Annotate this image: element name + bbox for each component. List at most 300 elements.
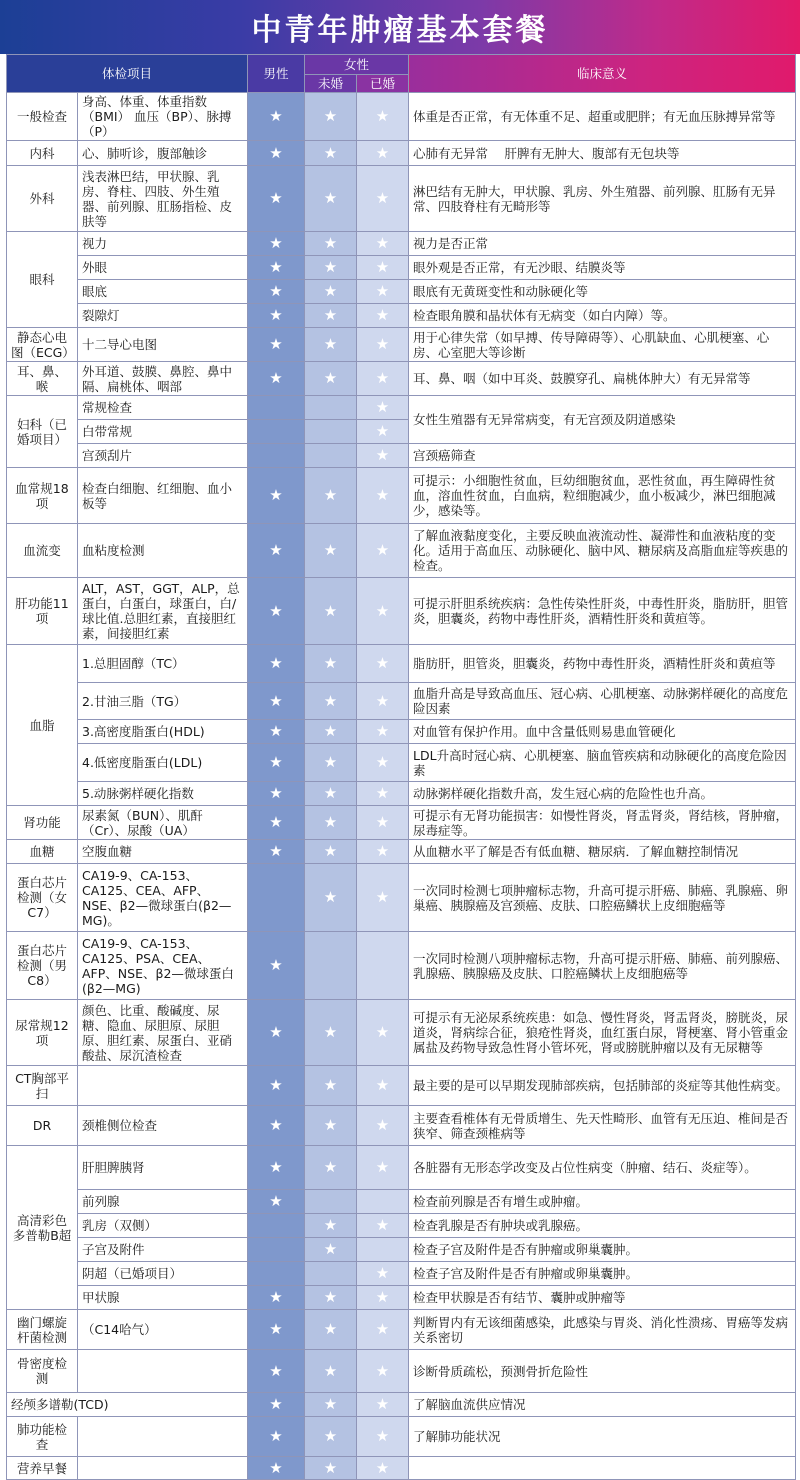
star-icon: ★: [375, 1158, 390, 1176]
row-meaning: 判断胃内有无该细菌感染，此感染与胃炎、消化性溃疡、胃癌等发病关系密切: [409, 1310, 796, 1350]
row-category: 蛋白芯片检测（女C7）: [7, 864, 78, 932]
table-row: [7, 524, 796, 578]
table-row: [7, 1393, 796, 1417]
unmarried-mark: [305, 444, 357, 468]
married-mark: [357, 141, 409, 166]
header-married: 已婚: [357, 75, 409, 93]
star-icon: ★: [375, 143, 390, 162]
star-icon: ★: [323, 813, 338, 831]
row-meaning: [409, 1457, 796, 1480]
row-meaning: 检查乳腺是否有肿块或乳腺癌。: [409, 1214, 796, 1238]
row-category: 肾功能: [7, 806, 78, 840]
unmarried-mark: [305, 524, 357, 578]
married-mark: [357, 444, 409, 468]
star-icon: ★: [375, 446, 390, 464]
star-icon: ★: [323, 1116, 338, 1134]
married-mark: [357, 1106, 409, 1146]
married-mark: [357, 1286, 409, 1310]
married-mark: [357, 1190, 409, 1214]
star-icon: ★: [269, 813, 283, 831]
star-icon: ★: [375, 1427, 390, 1445]
unmarried-mark: [305, 1350, 357, 1393]
star-icon: ★: [323, 282, 338, 300]
male-mark: [248, 141, 305, 166]
male-mark: [248, 806, 305, 840]
table-row: [7, 280, 796, 304]
table-row: [7, 1417, 796, 1457]
star-icon: ★: [375, 784, 390, 802]
married-mark: [357, 1066, 409, 1106]
row-item: 1.总胆固醇（TC）: [78, 645, 248, 683]
star-icon: ★: [323, 1158, 338, 1176]
star-icon: ★: [269, 753, 283, 771]
star-icon: ★: [375, 654, 390, 672]
star-icon: ★: [323, 107, 338, 125]
star-icon: ★: [269, 541, 283, 559]
star-icon: ★: [323, 541, 338, 559]
star-icon: ★: [269, 1023, 283, 1041]
star-icon: ★: [375, 1361, 390, 1380]
male-mark: [248, 720, 305, 744]
row-category: 经颅多谱勒(TCD): [7, 1393, 248, 1417]
star-icon: ★: [375, 813, 390, 831]
male-mark: [248, 1262, 305, 1286]
star-icon: ★: [375, 107, 390, 125]
row-item: [78, 1457, 248, 1480]
star-icon: ★: [375, 282, 390, 300]
table-row: [7, 444, 796, 468]
unmarried-mark: [305, 1000, 357, 1066]
row-meaning: LDL升高时冠心病、心肌梗塞、脑血管疾病和动脉硬化的高度危险因素: [409, 744, 796, 782]
married-mark: [357, 93, 409, 141]
row-meaning: 淋巴结有无肿大，甲状腺、乳房、外生殖器、前列腺、肛肠有无异常、四肢脊柱有无畸形等: [409, 166, 796, 232]
row-category: 营养早餐: [7, 1457, 78, 1480]
row-item: CA19-9、CA-153、CA125、CEA、AFP、NSE、β2—微球蛋白(β2—MG)。: [78, 864, 248, 932]
row-meaning: 可提示：小细胞性贫血，巨幼细胞贫血，恶性贫血，再生障碍性贫血，溶血性贫血，白血病，粒细胞减少，血小板减少，淋巴细胞减少，感染等。: [409, 468, 796, 524]
male-mark: [248, 782, 305, 806]
row-item: 视力: [78, 232, 248, 256]
star-icon: ★: [323, 784, 338, 802]
married-mark: [357, 744, 409, 782]
male-mark: [248, 1286, 305, 1310]
star-icon: ★: [269, 842, 283, 860]
star-icon: ★: [375, 842, 390, 860]
male-mark: [248, 1238, 305, 1262]
male-mark: [248, 304, 305, 328]
star-icon: ★: [269, 722, 283, 740]
row-item: 十二导心电图: [78, 328, 248, 362]
row-item: 外眼: [78, 256, 248, 280]
married-mark: [357, 1310, 409, 1350]
male-mark: [248, 744, 305, 782]
male-mark: [248, 396, 305, 420]
star-icon: ★: [375, 601, 390, 620]
unmarried-mark: [305, 578, 357, 645]
star-icon: ★: [375, 1023, 390, 1041]
unmarried-mark: [305, 1310, 357, 1350]
header-unmarried: 未婚: [305, 75, 357, 93]
table-row: [7, 328, 796, 362]
married-mark: [357, 280, 409, 304]
unmarried-mark: [305, 420, 357, 444]
row-meaning: 用于心律失常（如早搏、传导障碍等）、心肌缺血、心肌梗塞、心房、心室肥大等诊断: [409, 328, 796, 362]
row-item: 阴超（已婚项目）: [78, 1262, 248, 1286]
row-meaning: 检查前列腺是否有增生或肿瘤。: [409, 1190, 796, 1214]
unmarried-mark: [305, 468, 357, 524]
married-mark: [357, 1214, 409, 1238]
star-icon: ★: [269, 107, 283, 125]
married-mark: [357, 1262, 409, 1286]
unmarried-mark: [305, 1417, 357, 1457]
star-icon: ★: [375, 888, 390, 906]
row-category: 眼科: [7, 232, 78, 328]
star-icon: ★: [323, 486, 338, 504]
married-mark: [357, 304, 409, 328]
star-icon: ★: [269, 1288, 283, 1306]
table-row: [7, 141, 796, 166]
unmarried-mark: [305, 396, 357, 420]
row-item: 颜色、比重、酸碱度、尿糖、隐血、尿胆原、尿胆原、胆红素、尿蛋白、亚硝酸盐、尿沉渣检查: [78, 1000, 248, 1066]
married-mark: [357, 864, 409, 932]
married-mark: [357, 782, 409, 806]
star-icon: ★: [269, 282, 283, 300]
row-meaning: 女性生殖器有无异常病变，有无宫颈及阴道感染: [409, 396, 796, 444]
row-meaning: 血脂升高是导致高血压、冠心病、心肌梗塞、动脉粥样硬化的高度危险因素: [409, 683, 796, 720]
table-row: [7, 1146, 796, 1190]
row-meaning: 眼外观是否正常，有无沙眼、结膜炎等: [409, 256, 796, 280]
star-icon: ★: [375, 1216, 390, 1234]
table-row: [7, 720, 796, 744]
row-item: 白带常规: [78, 420, 248, 444]
row-meaning: 动脉粥样硬化指数升高，发生冠心病的危险性也升高。: [409, 782, 796, 806]
table-row: [7, 806, 796, 840]
star-icon: ★: [375, 234, 390, 252]
married-mark: [357, 806, 409, 840]
male-mark: [248, 1066, 305, 1106]
row-category: 外科: [7, 166, 78, 232]
star-icon: ★: [323, 306, 338, 324]
table-row: [7, 256, 796, 280]
row-meaning: 检查子宫及附件是否有肿瘤或卵巢囊肿。: [409, 1238, 796, 1262]
table-row: [7, 232, 796, 256]
table-row: [7, 468, 796, 524]
row-item: 子宫及附件: [78, 1238, 248, 1262]
table-body: [7, 93, 796, 1480]
row-category: 妇科（已婚项目）: [7, 396, 78, 468]
star-icon: ★: [375, 1395, 390, 1413]
male-mark: [248, 1393, 305, 1417]
table-row: [7, 1262, 796, 1286]
star-icon: ★: [269, 234, 283, 252]
married-mark: [357, 166, 409, 232]
row-category: 内科: [7, 141, 78, 166]
male-mark: [248, 444, 305, 468]
table-row: [7, 578, 796, 645]
star-icon: ★: [375, 1458, 390, 1477]
row-item: 血粘度检测: [78, 524, 248, 578]
star-icon: ★: [323, 234, 338, 252]
row-category: 蛋白芯片检测（男C8）: [7, 932, 78, 1000]
male-mark: [248, 1310, 305, 1350]
male-mark: [248, 1146, 305, 1190]
star-icon: ★: [375, 1264, 390, 1282]
row-meaning: 眼底有无黄斑变性和动脉硬化等: [409, 280, 796, 304]
star-icon: ★: [323, 1361, 338, 1380]
star-icon: ★: [269, 1076, 283, 1094]
star-icon: ★: [269, 1320, 283, 1338]
unmarried-mark: [305, 280, 357, 304]
row-item: [78, 1066, 248, 1106]
row-meaning: 最主要的是可以早期发现肺部疾病，包括肺部的炎症等其他性病变。: [409, 1066, 796, 1106]
male-mark: [248, 362, 305, 396]
unmarried-mark: [305, 806, 357, 840]
married-mark: [357, 1457, 409, 1480]
row-meaning: 各脏器有无形态学改变及占位性病变（肿瘤、结石、炎症等）。: [409, 1146, 796, 1190]
male-mark: [248, 1457, 305, 1480]
row-meaning: 主要查看椎体有无骨质增生、先天性畸形、血管有无压迫、椎间是否狭窄、筛查颈椎病等: [409, 1106, 796, 1146]
row-meaning: 了解脑血流供应情况: [409, 1393, 796, 1417]
table-row: [7, 932, 796, 1000]
unmarried-mark: [305, 362, 357, 396]
unmarried-mark: [305, 932, 357, 1000]
checkup-table: [6, 54, 796, 1480]
star-icon: ★: [323, 1458, 338, 1477]
male-mark: [248, 645, 305, 683]
star-icon: ★: [323, 888, 338, 906]
row-item: CA19-9、CA-153、CA125、PSA、CEA、AFP、NSE、β2—微球蛋白(β2—MG): [78, 932, 248, 1000]
male-mark: [248, 166, 305, 232]
row-item: 身高、体重、体重指数（BMI） 血压（BP）、脉搏（P）: [78, 93, 248, 141]
star-icon: ★: [375, 258, 390, 276]
star-icon: ★: [269, 691, 283, 710]
table-row: [7, 1286, 796, 1310]
row-category: 肺功能检查: [7, 1417, 78, 1457]
unmarried-mark: [305, 744, 357, 782]
row-meaning: 诊断骨质疏松，预测骨折危险性: [409, 1350, 796, 1393]
row-item: 检查白细胞、红细胞、血小板等: [78, 468, 248, 524]
male-mark: [248, 578, 305, 645]
star-icon: ★: [269, 1395, 283, 1413]
unmarried-mark: [305, 304, 357, 328]
star-icon: ★: [323, 1288, 338, 1306]
star-icon: ★: [269, 486, 283, 504]
table-row: [7, 1000, 796, 1066]
table-row: [7, 744, 796, 782]
row-category: 尿常规12项: [7, 1000, 78, 1066]
row-item: [78, 1417, 248, 1457]
header-item: 体检项目: [7, 55, 248, 93]
star-icon: ★: [269, 1361, 283, 1380]
star-icon: ★: [323, 1240, 338, 1258]
star-icon: ★: [323, 369, 338, 387]
table-row: [7, 396, 796, 420]
star-icon: ★: [269, 1192, 283, 1210]
star-icon: ★: [375, 335, 390, 353]
unmarried-mark: [305, 720, 357, 744]
row-category: 骨密度检测: [7, 1350, 78, 1393]
unmarried-mark: [305, 93, 357, 141]
star-icon: ★: [375, 753, 390, 771]
table-row: [7, 362, 796, 396]
row-item: 甲状腺: [78, 1286, 248, 1310]
table-row: [7, 304, 796, 328]
star-icon: ★: [375, 541, 390, 559]
row-category: 肝功能11项: [7, 578, 78, 645]
unmarried-mark: [305, 141, 357, 166]
row-meaning: 宫颈癌筛查: [409, 444, 796, 468]
table-row: [7, 645, 796, 683]
row-item: 常规检查: [78, 396, 248, 420]
star-icon: ★: [269, 1158, 283, 1176]
male-mark: [248, 1214, 305, 1238]
table-row: [7, 1238, 796, 1262]
married-mark: [357, 396, 409, 420]
row-meaning: 脂肪肝，胆管炎，胆囊炎，药物中毒性肝炎，酒精性肝炎和黄疸等: [409, 645, 796, 683]
row-category: CT胸部平扫: [7, 1066, 78, 1106]
row-meaning: 可提示有无肾功能损害：如慢性肾炎，肾盂肾炎，肾结核，肾肿瘤，尿毒症等。: [409, 806, 796, 840]
unmarried-mark: [305, 328, 357, 362]
star-icon: ★: [323, 189, 338, 207]
male-mark: [248, 1000, 305, 1066]
star-icon: ★: [269, 601, 283, 620]
star-icon: ★: [269, 335, 283, 353]
row-category: 高清彩色多普勒B超: [7, 1146, 78, 1310]
married-mark: [357, 1238, 409, 1262]
male-mark: [248, 232, 305, 256]
star-icon: ★: [375, 306, 390, 324]
table-row: [7, 1106, 796, 1146]
star-icon: ★: [269, 258, 283, 276]
table-row: [7, 782, 796, 806]
star-icon: ★: [269, 306, 283, 324]
row-item: ALT，AST，GGT，ALP，总蛋白，白蛋白，球蛋白，白/球比值.总胆红素，直接胆红素，间接胆红素: [78, 578, 248, 645]
row-item: （C14哈气）: [78, 1310, 248, 1350]
row-category: 血常规18项: [7, 468, 78, 524]
star-icon: ★: [375, 1076, 390, 1094]
row-item: 5.动脉粥样硬化指数: [78, 782, 248, 806]
row-item: 尿素氮（BUN）、肌酐（Cr）、尿酸（UA）: [78, 806, 248, 840]
star-icon: ★: [375, 422, 390, 440]
star-icon: ★: [269, 1458, 283, 1477]
row-category: 静态心电图（ECG）: [7, 328, 78, 362]
star-icon: ★: [375, 1288, 390, 1306]
star-icon: ★: [323, 1076, 338, 1094]
star-icon: ★: [323, 1320, 338, 1338]
married-mark: [357, 932, 409, 1000]
star-icon: ★: [323, 691, 338, 710]
table-row: [7, 166, 796, 232]
table-row: [7, 1066, 796, 1106]
unmarried-mark: [305, 232, 357, 256]
row-category: 耳、鼻、喉: [7, 362, 78, 396]
unmarried-mark: [305, 1262, 357, 1286]
row-meaning: 可提示有无泌尿系统疾患：如急、慢性肾炎，肾盂肾炎，膀胱炎，尿道炎，肾病综合征，狼疮性肾炎，血红蛋白尿，肾梗塞、肾小管重金属盐及药物导致急性肾小管坏死，肾或膀胱肿瘤以及有无尿糖等: [409, 1000, 796, 1066]
male-mark: [248, 1350, 305, 1393]
unmarried-mark: [305, 1214, 357, 1238]
row-meaning: 体重是否正常，有无体重不足、超重或肥胖；有无血压脉搏异常等: [409, 93, 796, 141]
row-meaning: 对血管有保护作用。血中含量低则易患血管硬化: [409, 720, 796, 744]
male-mark: [248, 864, 305, 932]
married-mark: [357, 683, 409, 720]
row-category: 幽门螺旋杆菌检测: [7, 1310, 78, 1350]
married-mark: [357, 232, 409, 256]
male-mark: [248, 840, 305, 864]
header-female: 女性: [305, 55, 409, 75]
male-mark: [248, 328, 305, 362]
male-mark: [248, 1106, 305, 1146]
married-mark: [357, 420, 409, 444]
unmarried-mark: [305, 1106, 357, 1146]
married-mark: [357, 256, 409, 280]
star-icon: ★: [323, 258, 338, 276]
row-meaning: 了解肺功能状况: [409, 1417, 796, 1457]
unmarried-mark: [305, 840, 357, 864]
male-mark: [248, 280, 305, 304]
star-icon: ★: [269, 369, 283, 387]
row-item: 浅表淋巴结，甲状腺、乳房、脊柱、四肢、外生殖器、前列腺、肛肠指检、皮肤等: [78, 166, 248, 232]
star-icon: ★: [323, 1427, 338, 1445]
star-icon: ★: [375, 398, 390, 416]
star-icon: ★: [375, 486, 390, 504]
star-icon: ★: [269, 189, 283, 207]
table-row: [7, 1190, 796, 1214]
star-icon: ★: [269, 143, 283, 162]
unmarried-mark: [305, 1190, 357, 1214]
row-item: 空腹血糖: [78, 840, 248, 864]
star-icon: ★: [323, 335, 338, 353]
row-meaning: 了解血液黏度变化，主要反映血液流动性、凝滞性和血液粘度的变化。适用于高血压、动脉硬化、脑中风、糖尿病及高脂血症等疾患的检查。: [409, 524, 796, 578]
row-category: DR: [7, 1106, 78, 1146]
row-item: 乳房（双侧）: [78, 1214, 248, 1238]
male-mark: [248, 1190, 305, 1214]
row-item: 前列腺: [78, 1190, 248, 1214]
table-row: [7, 1350, 796, 1393]
table-row: [7, 864, 796, 932]
table-row: [7, 93, 796, 141]
married-mark: [357, 1146, 409, 1190]
married-mark: [357, 1393, 409, 1417]
star-icon: ★: [269, 654, 283, 672]
row-meaning: 可提示肝胆系统疾病：急性传染性肝炎，中毒性肝炎，脂肪肝，胆管炎，胆囊炎，药物中毒性肝炎，酒精性肝炎和黄疸等。: [409, 578, 796, 645]
unmarried-mark: [305, 864, 357, 932]
row-item: 2.甘油三脂（TG）: [78, 683, 248, 720]
row-meaning: 视力是否正常: [409, 232, 796, 256]
row-category: 一般检查: [7, 93, 78, 141]
table-row: [7, 840, 796, 864]
star-icon: ★: [323, 601, 338, 620]
star-icon: ★: [375, 1320, 390, 1338]
star-icon: ★: [269, 784, 283, 802]
unmarried-mark: [305, 256, 357, 280]
star-icon: ★: [375, 1116, 390, 1134]
row-meaning: 检查甲状腺是否有结节、囊肿或肿瘤等: [409, 1286, 796, 1310]
male-mark: [248, 420, 305, 444]
row-meaning: 心肺有无异常 肝脾有无肿大、腹部有无包块等: [409, 141, 796, 166]
table-row: [7, 683, 796, 720]
star-icon: ★: [375, 722, 390, 740]
row-meaning: 一次同时检测八项肿瘤标志物，升高可提示肝癌、肺癌、前列腺癌、乳腺癌、胰腺癌及皮肤、口腔癌鳞状上皮细胞癌等: [409, 932, 796, 1000]
unmarried-mark: [305, 166, 357, 232]
unmarried-mark: [305, 1066, 357, 1106]
male-mark: [248, 468, 305, 524]
row-item: 心、肺听诊，腹部触诊: [78, 141, 248, 166]
table-row: [7, 1310, 796, 1350]
male-mark: [248, 93, 305, 141]
row-category: 血流变: [7, 524, 78, 578]
married-mark: [357, 1350, 409, 1393]
row-item: 外耳道、鼓膜、鼻腔、鼻中隔、扁桃体、咽部: [78, 362, 248, 396]
star-icon: ★: [323, 143, 338, 162]
